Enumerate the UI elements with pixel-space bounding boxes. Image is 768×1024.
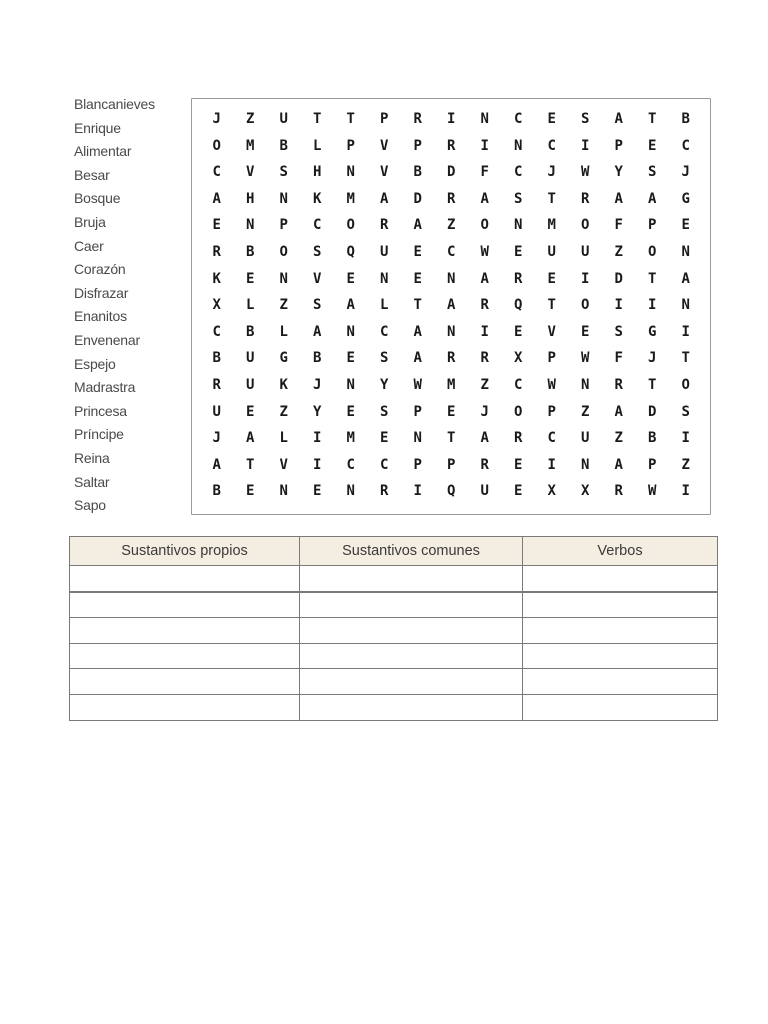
grid-letter: R [480,350,489,367]
grid-letter: V [547,323,556,340]
grid-letter: A [480,430,489,447]
table-row [70,592,718,618]
grid-letter: B [246,323,255,340]
grid-letter: T [246,456,255,473]
grid-letter: Z [681,456,690,473]
grid-letter: T [346,111,355,127]
word-list-item: Envenenar [74,331,140,348]
header-common-nouns: Sustantivos comunes [300,537,523,566]
grid-letter: P [547,403,556,420]
header-proper-nouns: Sustantivos propios [70,537,300,566]
grid-letter: P [380,111,389,127]
table-row [70,669,718,695]
grid-letter: A [413,217,422,234]
grid-letter: A [413,323,422,340]
grid-letter: A [212,456,221,473]
grid-letter: A [212,190,221,207]
grid-letter: C [547,430,556,447]
grid-letter: Q [447,483,456,500]
grid-letter: S [581,111,590,127]
table-row [70,694,718,720]
grid-letter: E [547,111,556,127]
word-list-item: Alimentar [74,143,132,160]
grid-letter: S [614,323,623,340]
grid-letter: I [480,323,489,340]
grid-letter: B [313,350,322,367]
grid-letter: C [346,456,355,473]
grid-letter: T [648,111,657,127]
grid-letter: T [648,270,657,287]
grid-letter: W [480,243,489,260]
answer-cell[interactable] [300,592,523,618]
grid-letter: F [614,217,623,234]
grid-letter: M [246,137,255,154]
grid-letter: O [581,217,590,234]
word-search-puzzle [191,98,711,515]
grid-letter: R [480,297,489,314]
grid-letter: O [346,217,355,234]
header-verbs: Verbos [523,537,718,566]
grid-letter: P [447,456,456,473]
grid-letter: O [480,217,489,234]
grid-letter: J [313,376,322,393]
grid-letter: A [480,190,489,207]
grid-letter: A [681,270,690,287]
grid-letter: I [447,111,456,127]
answer-cell[interactable] [300,669,523,695]
grid-letter: R [380,483,389,500]
grid-letter: C [212,164,221,181]
grid-letter: Z [581,403,590,420]
grid-letter: B [648,430,657,447]
grid-letter: M [547,217,556,234]
grid-letter: R [447,190,456,207]
grid-letter: E [246,483,255,500]
grid-letter: D [614,270,623,287]
grid-letter: U [246,376,255,393]
grid-letter: I [681,323,690,340]
grid-letter: E [212,217,221,234]
grid-letter: Z [447,217,456,234]
grid-letter: N [447,323,456,340]
grid-letter: N [346,376,355,393]
grid-letter: P [648,217,657,234]
table-row [70,566,718,592]
grid-letter: N [581,456,590,473]
grid-letter: B [246,243,255,260]
grid-letter: W [648,483,657,500]
table-row [70,643,718,669]
grid-letter: B [413,164,422,181]
grid-letter: H [313,164,322,181]
grid-letter: S [514,190,523,207]
grid-letter: R [514,430,523,447]
grid-letter: I [581,270,590,287]
grid-letter: U [547,243,556,260]
grid-letter: R [413,111,422,127]
grid-letter: W [547,376,556,393]
grid-letter: E [514,456,523,473]
grid-letter: N [279,483,288,500]
grid-letter: L [380,297,389,314]
word-list-item: Espejo [74,355,116,372]
grid-letter: M [346,430,355,447]
grid-letter: A [614,456,623,473]
grid-letter: U [581,430,590,447]
word-list-item: Enanitos [74,308,127,325]
grid-letter: A [614,190,623,207]
grid-letter: V [380,137,389,154]
answer-cell[interactable] [523,694,718,720]
grid-letter: I [681,483,690,500]
grid-letter: R [212,243,221,260]
grid-letter: Y [614,164,623,181]
grid-letter: Z [246,111,255,127]
answer-cell[interactable] [70,592,300,618]
grid-letter: C [681,137,690,154]
answer-cell[interactable] [70,694,300,720]
grid-letter: S [313,297,322,314]
grid-letter: D [648,403,657,420]
grid-letter: N [279,270,288,287]
grid-letter: O [648,243,657,260]
answer-cell[interactable] [523,643,718,669]
letter-grid [200,106,703,505]
grid-letter: C [447,243,456,260]
grid-letter: N [514,137,523,154]
table-header-row [70,537,718,566]
answer-table [69,536,718,721]
grid-letter: I [648,297,657,314]
answer-cell[interactable] [300,566,523,592]
grid-letter: Z [480,376,489,393]
grid-letter: N [581,376,590,393]
grid-letter: P [547,350,556,367]
answer-cell[interactable] [70,643,300,669]
grid-letter: R [614,483,623,500]
grid-letter: N [480,111,489,127]
grid-letter: T [447,430,456,447]
grid-letter: N [346,483,355,500]
grid-letter: S [380,403,389,420]
grid-letter: L [279,430,288,447]
grid-letter: E [514,483,523,500]
grid-letter: E [514,323,523,340]
grid-letter: I [413,483,422,500]
grid-letter: I [547,456,556,473]
grid-letter: E [246,270,255,287]
grid-letter: D [413,190,422,207]
grid-letter: O [279,243,288,260]
grid-letter: T [681,350,690,367]
grid-letter: Q [346,243,355,260]
grid-letter: R [380,217,389,234]
grid-letter: N [514,217,523,234]
word-list-item: Reina [74,449,110,466]
grid-letter: T [547,190,556,207]
answer-cell[interactable] [70,669,300,695]
word-list-item: Corazón [74,261,126,278]
grid-letter: L [246,297,255,314]
grid-letter: P [614,137,623,154]
grid-letter: J [681,164,690,181]
word-list-item: Blancanieves [74,96,155,112]
grid-letter: K [279,376,288,393]
grid-letter: Z [614,430,623,447]
grid-letter: A [246,430,255,447]
grid-letter: U [581,243,590,260]
grid-letter: K [313,190,322,207]
grid-letter: A [614,111,623,127]
grid-letter: K [212,270,221,287]
word-list-item: Saltar [74,473,110,490]
grid-letter: I [313,456,322,473]
grid-letter: I [581,137,590,154]
grid-letter: O [581,297,590,314]
grid-letter: A [648,190,657,207]
grid-letter: E [547,270,556,287]
grid-letter: S [279,164,288,181]
grid-letter: A [447,297,456,314]
grid-letter: C [514,164,523,181]
grid-letter: E [346,403,355,420]
grid-letter: T [547,297,556,314]
grid-letter: J [547,164,556,181]
grid-letter: P [279,217,288,234]
grid-letter: R [614,376,623,393]
grid-letter: I [480,137,489,154]
grid-letter: U [380,243,389,260]
table-row [70,618,718,644]
grid-letter: X [514,350,523,367]
grid-letter: N [681,297,690,314]
grid-letter: L [279,323,288,340]
grid-letter: T [648,376,657,393]
grid-letter: E [581,323,590,340]
grid-letter: C [380,323,389,340]
answer-cell[interactable] [523,669,718,695]
answer-cell[interactable] [70,618,300,644]
grid-letter: H [246,190,255,207]
grid-letter: U [212,403,221,420]
grid-letter: O [514,403,523,420]
grid-letter: V [380,164,389,181]
grid-letter: D [447,164,456,181]
grid-letter: Z [279,403,288,420]
answer-cell[interactable] [300,694,523,720]
grid-letter: N [246,217,255,234]
grid-letter: B [212,350,221,367]
grid-letter: M [447,376,456,393]
word-list-item: Princesa [74,402,127,419]
answer-cell[interactable] [523,592,718,618]
grid-letter: S [313,243,322,260]
grid-letter: M [346,190,355,207]
grid-letter: U [279,111,288,127]
grid-letter: N [346,164,355,181]
grid-letter: R [447,137,456,154]
grid-letter: R [581,190,590,207]
grid-letter: G [681,190,690,207]
grid-letter: E [413,243,422,260]
grid-letter: L [313,137,322,154]
grid-letter: O [681,376,690,393]
grid-letter: A [614,403,623,420]
grid-letter: J [212,111,221,127]
grid-letter: N [279,190,288,207]
word-list-item: Bruja [74,213,106,230]
grid-letter: E [246,403,255,420]
grid-letter: E [313,483,322,500]
grid-letter: E [648,137,657,154]
grid-letter: O [212,137,221,154]
grid-letter: R [514,270,523,287]
grid-letter: N [346,323,355,340]
grid-letter: G [648,323,657,340]
grid-letter: I [681,430,690,447]
answer-cell[interactable] [70,566,300,592]
grid-letter: C [313,217,322,234]
word-list-item: Sapo [74,497,106,514]
grid-letter: N [447,270,456,287]
grid-letter: R [480,456,489,473]
grid-letter: E [346,270,355,287]
grid-letter: C [514,111,523,127]
grid-letter: P [413,456,422,473]
grid-letter: B [212,483,221,500]
grid-letter: P [413,137,422,154]
grid-letter: E [380,430,389,447]
grid-letter: E [681,217,690,234]
grid-letter: A [313,323,322,340]
grid-letter: P [648,456,657,473]
grid-letter: X [212,297,221,314]
grid-letter: X [581,483,590,500]
grid-letter: V [279,456,288,473]
word-list-item: Caer [74,237,104,254]
grid-letter: T [313,111,322,127]
grid-letter: F [614,350,623,367]
answer-cell[interactable] [300,643,523,669]
grid-letter: N [413,430,422,447]
word-list-item: Bosque [74,190,121,207]
grid-letter: Q [514,297,523,314]
grid-letter: V [246,164,255,181]
grid-letter: W [581,164,590,181]
grid-letter: Z [279,297,288,314]
grid-letter: J [648,350,657,367]
word-list [74,93,186,518]
grid-letter: C [212,323,221,340]
grid-letter: E [514,243,523,260]
grid-letter: T [413,297,422,314]
grid-letter: S [380,350,389,367]
answer-cell[interactable] [523,566,718,592]
grid-letter: P [413,403,422,420]
grid-letter: E [447,403,456,420]
grid-letter: P [346,137,355,154]
word-list-item: Disfrazar [74,284,129,301]
word-list-item: Príncipe [74,426,124,443]
grid-letter: G [279,350,288,367]
grid-letter: R [447,350,456,367]
word-list-item: Besar [74,166,110,183]
grid-letter: J [480,403,489,420]
grid-letter: I [614,297,623,314]
grid-letter: R [212,376,221,393]
grid-letter: U [480,483,489,500]
grid-letter: W [581,350,590,367]
grid-letter: E [413,270,422,287]
grid-letter: W [413,376,422,393]
grid-letter: N [380,270,389,287]
grid-letter: X [547,483,556,500]
grid-letter: N [681,243,690,260]
grid-letter: U [246,350,255,367]
word-list-item: Madrastra [74,379,136,396]
grid-letter: A [480,270,489,287]
grid-letter: C [547,137,556,154]
grid-letter: S [681,403,690,420]
grid-letter: J [212,430,221,447]
grid-letter: C [514,376,523,393]
grid-letter: I [313,430,322,447]
grid-letter: F [480,164,489,181]
answer-cell[interactable] [523,618,718,644]
grid-letter: B [681,111,690,127]
grid-letter: A [413,350,422,367]
grid-letter: A [380,190,389,207]
grid-letter: B [279,137,288,154]
answer-cell[interactable] [300,618,523,644]
grid-letter: S [648,164,657,181]
grid-letter: A [346,297,355,314]
grid-letter: E [346,350,355,367]
grid-letter: C [380,456,389,473]
word-list-item: Enrique [74,119,121,136]
grid-letter: Y [380,376,389,393]
grid-letter: Z [614,243,623,260]
grid-letter: V [313,270,322,287]
grid-letter: Y [313,403,322,420]
